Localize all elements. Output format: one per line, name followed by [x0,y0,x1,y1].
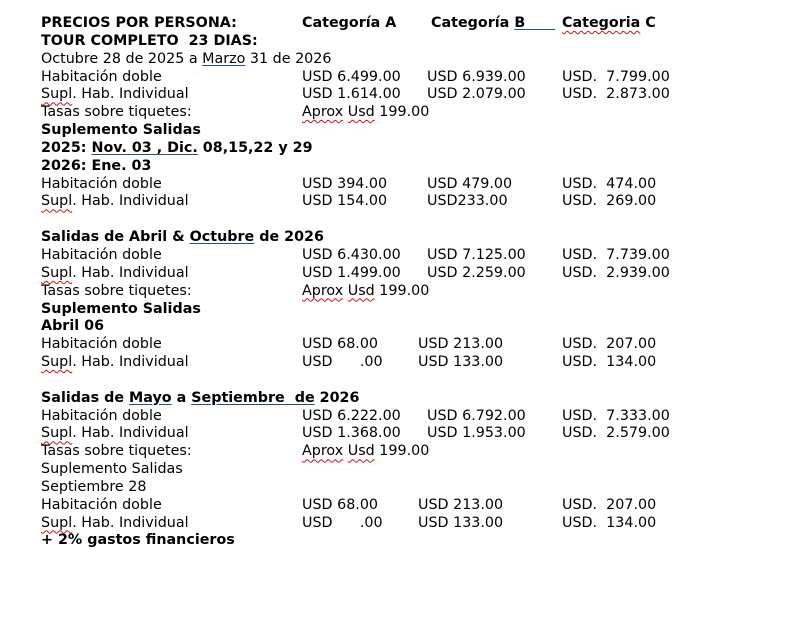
title-text-end: de 2026 [254,229,324,246]
price-c: USD. 2.579.00 [562,425,670,442]
section3-taxes-row [41,443,781,461]
price-a: USD 6.430.00 [302,246,401,263]
price-b: USD 7.125.00 [427,246,526,263]
row-label [41,515,189,533]
section1-dates [41,51,781,69]
price-c: USD. 7.799.00 [562,68,670,85]
taxes-amount: 199.00 [374,282,430,299]
section2-supplement-title: Suplemento Salidas [41,300,201,317]
label-word: Supl [41,264,73,281]
taxes-word1: Aprox [302,282,344,299]
row-label: Habitación doble [41,496,162,513]
section2-supp-double-row [41,336,781,354]
price-b: USD 133.00 [418,354,504,371]
label-word: Supl [41,425,73,442]
section3-supplement-date: Septiembre 28 [41,478,147,495]
section1-supp-double-row [41,176,781,194]
section2-double-row [41,247,781,265]
label-rest: . Hab. Individual [72,514,189,531]
label-rest: . Hab. Individual [72,425,189,442]
supp-nov: Nov. 03 [91,139,152,156]
title-mid: a [171,389,192,406]
taxes-word1: Aprox [302,443,344,460]
price-a: USD 1.499.00 [302,264,401,281]
section2-single-row [41,265,781,283]
price-c: USD. 7.739.00 [562,246,670,263]
label-word: Supl [41,193,73,210]
taxes-amount: 199.00 [374,104,430,121]
price-b: USD 213.00 [418,336,504,353]
price-c: USD. 207.00 [562,336,657,353]
price-c: USD. 134.00 [562,514,657,531]
taxes-amount: 199.00 [374,443,430,460]
section3-single-row [41,425,781,443]
row-label [41,425,189,443]
price-b: USD 213.00 [418,496,504,513]
category-c-letter: C [640,15,656,31]
category-a-heading: Categoría A [302,15,397,31]
price-document [41,15,781,550]
price-a: USD 6.499.00 [302,68,401,85]
price-b: USD 6.939.00 [427,68,526,85]
label-rest: . Hab. Individual [72,354,189,371]
price-c: USD. 2.873.00 [562,86,670,103]
taxes-word2: Usd [347,104,375,121]
section1-supplement-2026: 2026: Ene. 03 [41,157,152,174]
taxes-label: Tasas sobre tiquetes: [41,443,192,460]
dates-month: Marzo [202,50,246,67]
price-a: USD 1.368.00 [302,425,401,442]
price-b: USD 479.00 [427,175,513,192]
taxes-word1: Aprox [302,104,344,121]
section2-taxes-row [41,283,781,301]
row-label: Habitación doble [41,407,162,424]
section3-supplement-title: Suplemento Salidas [41,461,183,478]
row-label [41,265,189,283]
section2-supplement-date: Abril 06 [41,318,105,335]
spacer [41,211,781,229]
row-label: Habitación doble [41,175,162,192]
price-a: USD 394.00 [302,175,388,192]
label-rest: . Hab. Individual [72,193,189,210]
footer-note: + 2% gastos financieros [41,532,235,549]
taxes-word2: Usd [347,443,375,460]
row-label [41,193,189,211]
section1-double-row [41,69,781,87]
price-a: USD 6.222.00 [302,407,401,424]
label-rest: . Hab. Individual [72,264,189,281]
price-b: USD 133.00 [418,514,504,531]
supp-year: 2025: [41,139,92,156]
price-c: USD. 2.939.00 [562,264,670,281]
supp-dates: 08,15,22 y 29 [197,139,313,156]
section3-supp-double-row [41,497,781,515]
price-a: USD .00 [302,514,383,531]
dates-text-end: 31 de 2026 [245,50,332,67]
label-word: Supl [41,86,73,103]
title-text-end: 2026 [314,389,360,406]
row-label: Habitación doble [41,68,162,85]
label-rest: . Hab. Individual [72,86,189,103]
category-c-text: Categoria [562,15,641,31]
tour-title: TOUR COMPLETO 23 DIAS: [41,32,258,49]
label-word: Supl [41,514,73,531]
price-c: USD. 134.00 [562,354,657,371]
section1-supp-single-row [41,193,781,211]
price-b: USD233.00 [427,193,508,210]
price-b: USD 6.792.00 [427,407,526,424]
row-label: Habitación doble [41,246,162,263]
label-word: Supl [41,354,73,371]
category-b-heading [431,15,555,33]
title-month1: Mayo [129,389,172,406]
spacer [41,372,781,390]
title-month2: Septiembre de [191,389,315,406]
price-b: USD 2.259.00 [427,264,526,281]
section1-taxes-row [41,104,781,122]
taxes-value [302,283,429,301]
row-label: Habitación doble [41,336,162,353]
row-label [41,354,189,372]
category-c-heading [562,15,656,33]
title-text: Salidas de [41,389,130,406]
price-a: USD 68.00 [302,496,379,513]
section3-double-row [41,408,781,426]
title-text: Salidas de Abril & [41,229,190,246]
header-row [41,15,781,33]
taxes-label: Tasas sobre tiquetes: [41,104,192,121]
section1-single-row [41,86,781,104]
page-title: PRECIOS POR PERSONA: [41,15,237,31]
price-b: USD 1.953.00 [427,425,526,442]
price-a: USD 1.614.00 [302,86,401,103]
section2-title [41,229,781,247]
section1-supplement-title: Suplemento Salidas [41,122,201,139]
supp-dic: Dic. [167,139,198,156]
taxes-value [302,443,429,461]
price-c: USD. 474.00 [562,175,657,192]
price-c: USD. 7.333.00 [562,407,670,424]
section3-supp-single-row [41,515,781,533]
dates-text: Octubre 28 de 2025 a [41,50,203,67]
category-b-underline-gap [525,15,555,31]
taxes-value [302,104,429,122]
category-b-letter: B [514,15,526,31]
section1-supplement-2025 [41,140,781,158]
title-month: Octubre [189,229,255,246]
section2-supp-single-row [41,354,781,372]
row-label [41,86,189,104]
price-a: USD 68.00 [302,336,379,353]
category-b-text: Categoría [431,15,515,31]
supp-sep: , [151,139,168,156]
taxes-label: Tasas sobre tiquetes: [41,282,192,299]
section3-title [41,390,781,408]
price-b: USD 2.079.00 [427,86,526,103]
taxes-word2: Usd [347,282,375,299]
price-a: USD 154.00 [302,193,388,210]
price-a: USD .00 [302,354,383,371]
price-c: USD. 269.00 [562,193,657,210]
price-c: USD. 207.00 [562,496,657,513]
